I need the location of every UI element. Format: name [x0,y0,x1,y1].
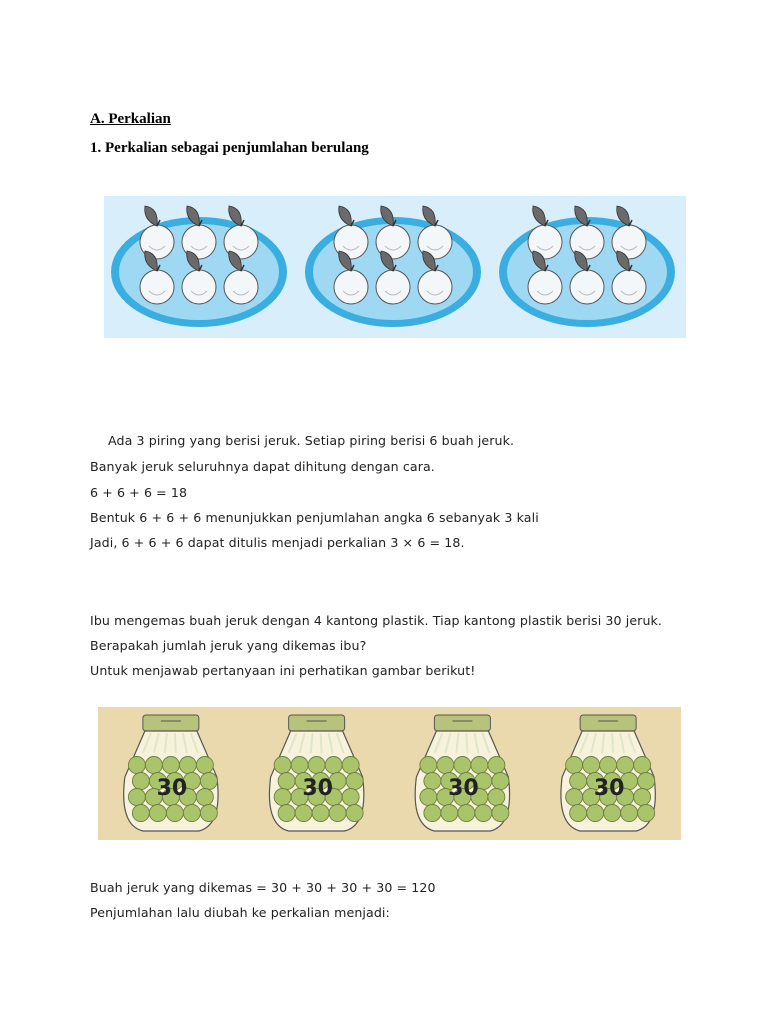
orange-fruit-icon [424,805,441,822]
bag-count-label: 30 [302,776,333,801]
plastic-bag [269,715,363,831]
orange-fruit-icon [291,757,308,774]
orange-fruit-icon [583,757,600,774]
orange-fruit-icon [295,805,312,822]
bag-count-label: 30 [593,776,625,801]
plastic-bag [561,715,655,831]
orange-fruit-icon [471,757,488,774]
orange-fruit-icon [621,805,638,822]
plates-svg [104,196,686,338]
orange-fruit-icon [600,757,617,774]
orange-fruit-icon [617,757,634,774]
orange-fruit-icon [488,757,505,774]
section-title: A. Perkalian [90,111,171,127]
paragraph2-line-3: Untuk menjawab pertanyaan ini perhatikan gambar berikut! [90,663,476,678]
paragraph1-line-3: 6 + 6 + 6 = 18 [90,485,188,500]
orange-fruit-icon [196,757,213,774]
orange-fruit-icon [570,805,587,822]
orange-fruit-icon [570,773,587,790]
orange-fruit-icon [128,757,145,774]
plate [305,206,481,327]
bag-count-label: 30 [156,776,188,801]
paragraph1-line-2: Banyak jeruk seluruhnya dapat dihitung dengan cara. [90,459,435,474]
paragraph1-line-1: Ada 3 piring yang berisi jeruk. Setiap piring berisi 6 buah jeruk. [108,433,515,448]
orange-fruit-icon [424,773,441,790]
orange-fruit-icon [132,773,149,790]
orange-fruit-icon [420,757,437,774]
paragraph2-line-1: Ibu mengemas buah jeruk dengan 4 kantong plastik. Tiap kantong plastik berisi 30 jeruk. [90,613,663,628]
orange-fruit-icon [166,805,183,822]
orange-fruit-icon [458,805,475,822]
orange-fruit-icon [183,805,200,822]
orange-fruit-icon [638,773,655,790]
orange-fruit-icon [325,757,342,774]
paragraph3-line-1: Buah jeruk yang dikemas = 30 + 30 + 30 + 30 = 120 [90,880,436,895]
orange-fruit-icon [634,789,651,806]
orange-fruit-icon [162,757,179,774]
orange-fruit-icon [638,805,655,822]
paragraph1-line-5: Jadi, 6 + 6 + 6 dapat ditulis menjadi perkalian 3 × 6 = 18. [90,535,465,550]
orange-fruit-icon [278,805,295,822]
orange-fruit-icon [492,773,509,790]
orange-fruit-icon [566,757,583,774]
plate [111,206,287,327]
paragraph1-line-4: Bentuk 6 + 6 + 6 menunjukkan penjumlahan angka 6 sebanyak 3 kali [90,510,539,525]
bag-count-label: 30 [448,776,479,801]
orange-fruit-icon [566,789,583,806]
orange-fruit-icon [454,757,471,774]
paragraph3-line-2: Penjumlahan lalu diubah ke perkalian menjadi: [90,905,390,920]
orange-fruit-icon [200,805,217,822]
orange-fruit-icon [488,789,505,806]
orange-fruit-icon [179,757,196,774]
orange-fruit-icon [308,757,325,774]
orange-fruit-icon [420,789,437,806]
orange-fruit-icon [200,773,217,790]
bags-illustration [98,707,681,840]
orange-fruit-icon [441,805,458,822]
paragraph2-line-2: Berapakah jumlah jeruk yang dikemas ibu? [90,638,367,653]
orange-fruit-icon [149,805,166,822]
orange-fruit-icon [132,805,149,822]
orange-fruit-icon [145,757,162,774]
subsection-title: 1. Perkalian sebagai penjumlahan berulang [90,140,369,156]
orange-fruit-icon [342,757,359,774]
orange-fruit-icon [346,773,363,790]
orange-fruit-icon [346,805,363,822]
plate [499,206,675,327]
orange-fruit-icon [342,789,359,806]
orange-fruit-icon [587,805,604,822]
orange-fruit-icon [437,757,454,774]
orange-fruit-icon [312,805,329,822]
orange-fruit-icon [128,789,145,806]
orange-fruit-icon [274,789,291,806]
plates-illustration [104,196,686,338]
orange-fruit-icon [492,805,509,822]
orange-fruit-icon [329,805,346,822]
orange-fruit-icon [634,757,651,774]
plastic-bag [124,715,218,831]
orange-fruit-icon [196,789,213,806]
orange-fruit-icon [278,773,295,790]
plastic-bag [415,715,509,831]
orange-fruit-icon [274,757,291,774]
orange-fruit-icon [475,805,492,822]
orange-fruit-icon [604,805,621,822]
bags-svg [98,707,681,840]
